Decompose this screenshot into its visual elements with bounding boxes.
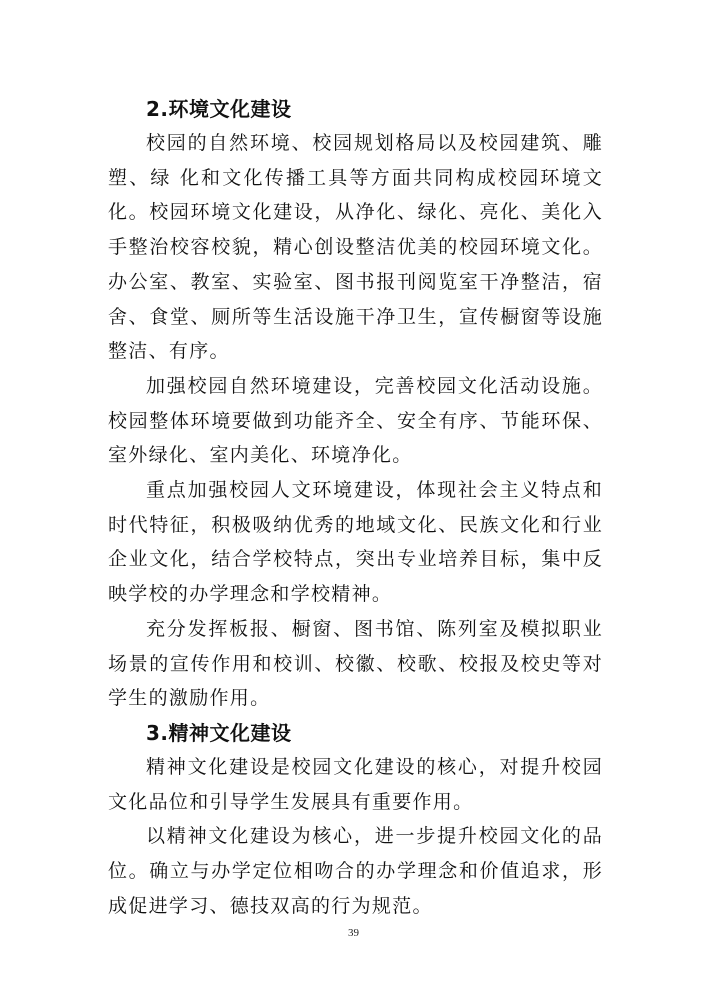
paragraph: 重点加强校园人文环境建设，体现社会主义特点和时代特征，积极吸纳优秀的地域文化、民族文化和行业企业文化，结合学校特点，突出专业培养目标，集中反映学校的办学理念和学校精神。 xyxy=(108,479,603,606)
paragraph: 校园的自然环境、校园规划格局以及校园建筑、雕塑、绿 化和文化传播工具等方面共同构成校园环境文化。校园环境文化建设，从净化、绿化、亮化、美化入手整治校容校貌，精心创设整洁优美的校园环境文化。办公室、教室、实验室、图书报刊阅览室干净整洁，宿舍、食堂、厕所等生活设施干净卫生，宣传橱窗等设施整洁、有序。 xyxy=(108,132,603,363)
paragraph: 以精神文化建设为核心，进一步提升校园文化的品位。确立与办学定位相吻合的办学理念和价值追求，形成促进学习、德技双高的行为规范。 xyxy=(108,825,603,917)
page-number: 39 xyxy=(348,927,359,939)
section-heading-spirit: 3.精神文化建设 xyxy=(146,720,292,745)
paragraph: 充分发挥板报、橱窗、图书馆、陈列室及模拟职业场景的宣传作用和校训、校徽、校歌、校报及校史等对学生的激励作用。 xyxy=(108,617,603,710)
paragraph: 加强校园自然环境建设，完善校园文化活动设施。校园整体环境要做到功能齐全、安全有序、节能环保、室外绿化、室内美化、环境净化。 xyxy=(108,374,603,467)
section-heading-environment: 2.环境文化建设 xyxy=(146,97,292,121)
page-body xyxy=(108,92,603,923)
paragraph: 精神文化建设是校园文化建设的核心，对提升校园文化品位和引导学生发展具有重要作用。 xyxy=(108,755,603,813)
